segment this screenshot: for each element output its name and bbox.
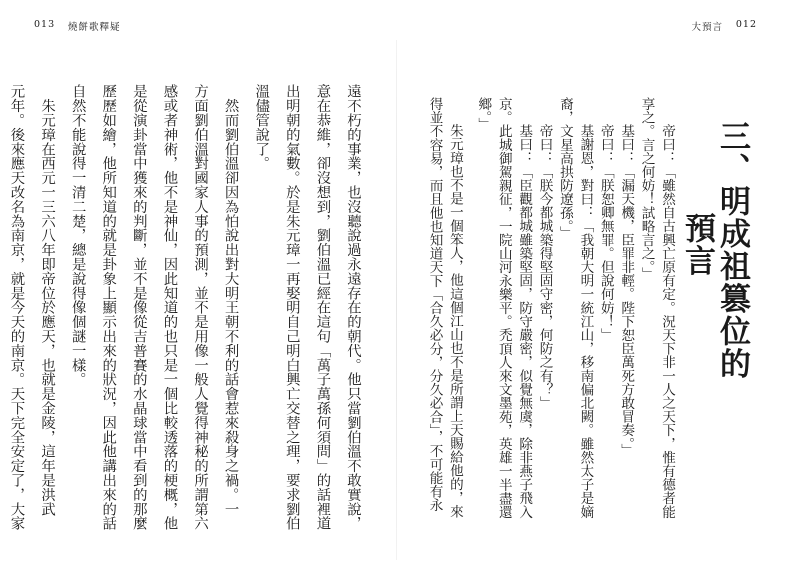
left-running-title: 燒餅歌釋疑 xyxy=(68,22,121,33)
dialogue-column: 基謝恩，對曰：「我朝大明一統江山，移南偏北闕。雖然太子是嫡 xyxy=(577,124,594,519)
dialogue-column: 基曰：「臣觀都城雖築堅固，防守嚴密，似覺無虞，除非燕子飛入 xyxy=(516,124,533,519)
dialogue-column: 帝曰：「朕恕卿無罪。但說何妨！」 xyxy=(597,124,614,342)
chapter-title-line-1: 三、明成祖篡位的 xyxy=(714,120,750,380)
prose-column: 得並不容易，而且他也知道天下「合久必分，分久必合」，不可能有永 xyxy=(426,97,443,512)
right-running-title: 大預言 xyxy=(691,22,723,33)
dialogue-column: 京。此城御駕親征，一院山河永樂平。禿頂人來文墨苑，英雄一半盡還 xyxy=(495,97,512,519)
dialogue-column: 帝曰：「朕今都城築得堅固守密，何防之有？」 xyxy=(536,124,553,410)
dialogue-column: 基曰：「漏天機，臣罪非輕。陛下恕臣萬死方敢冒奏。」 xyxy=(618,124,635,458)
chapter-title-line-2: 預言 xyxy=(679,212,715,277)
text-column: 意在恭維，卻沒想到，劉伯溫已經在這句「萬子萬孫何須問」的話裡道 xyxy=(314,84,331,531)
text-column: 朱元璋在西元一三六八年即帝位於應天，也就是金陵，這年是洪武 xyxy=(39,84,56,516)
right-page-number: 012 xyxy=(735,19,757,30)
text-column: 元年。後來應天改名為南京，就是今天的南京。天下完全安定了，大家 xyxy=(8,84,25,531)
dialogue-column: 享之。言之何妨！試略言之。」 xyxy=(638,97,655,281)
dialogue-column: 鄉。」 xyxy=(475,97,492,131)
dialogue-column: 帝曰：「雖然自古興亡原有定。況天下非一人之天下，惟有德者能 xyxy=(659,124,675,519)
text-column: 出明朝的氣數。於是朱元璋一再娶明自己明白興亡交替之理，要求劉伯 xyxy=(283,84,300,531)
text-column: 歷歷如繪，他所知道的就是卦象上顯示出來的狀況，因此他講出來的話 xyxy=(100,84,117,531)
text-column: 遠不朽的事業，也沒聽說過永遠存在的朝代。他只當劉伯溫不敢實說， xyxy=(345,84,361,531)
text-column: 自然不能說得一清二楚，總是說得像個謎一樣。 xyxy=(69,84,86,387)
left-page xyxy=(0,0,396,579)
left-page-number: 013 xyxy=(34,19,56,30)
left-body-text xyxy=(8,84,368,556)
prose-column: 朱元璋也不是一個笨人，他這個江山也不是所謂上天賜給他的，來 xyxy=(446,110,463,518)
text-column: 感或者神術，他不是神仙，因此知道的也只是一個比較透落的梗概，他 xyxy=(161,84,178,531)
text-column: 溫儘管說了。 xyxy=(253,84,270,171)
right-body-text xyxy=(415,97,677,547)
text-column: 方面劉伯溫對國家人事的預測，並不是用像一般人覺得神秘的所謂第六 xyxy=(192,84,209,531)
text-column xyxy=(0,84,1,556)
text-column: 然而劉伯溫卻因為怕說出對大明王朝不利的話會惹來殺身之禍。一 xyxy=(222,84,239,516)
dialogue-column: 裔，文星高拱防遼孫。」 xyxy=(556,97,573,240)
chapter-title xyxy=(679,120,749,500)
text-column: 是從演卦當中獲來的判斷，並不是像從吉普賽的水晶球當中看到的那麼 xyxy=(130,84,147,531)
right-page xyxy=(397,0,793,579)
